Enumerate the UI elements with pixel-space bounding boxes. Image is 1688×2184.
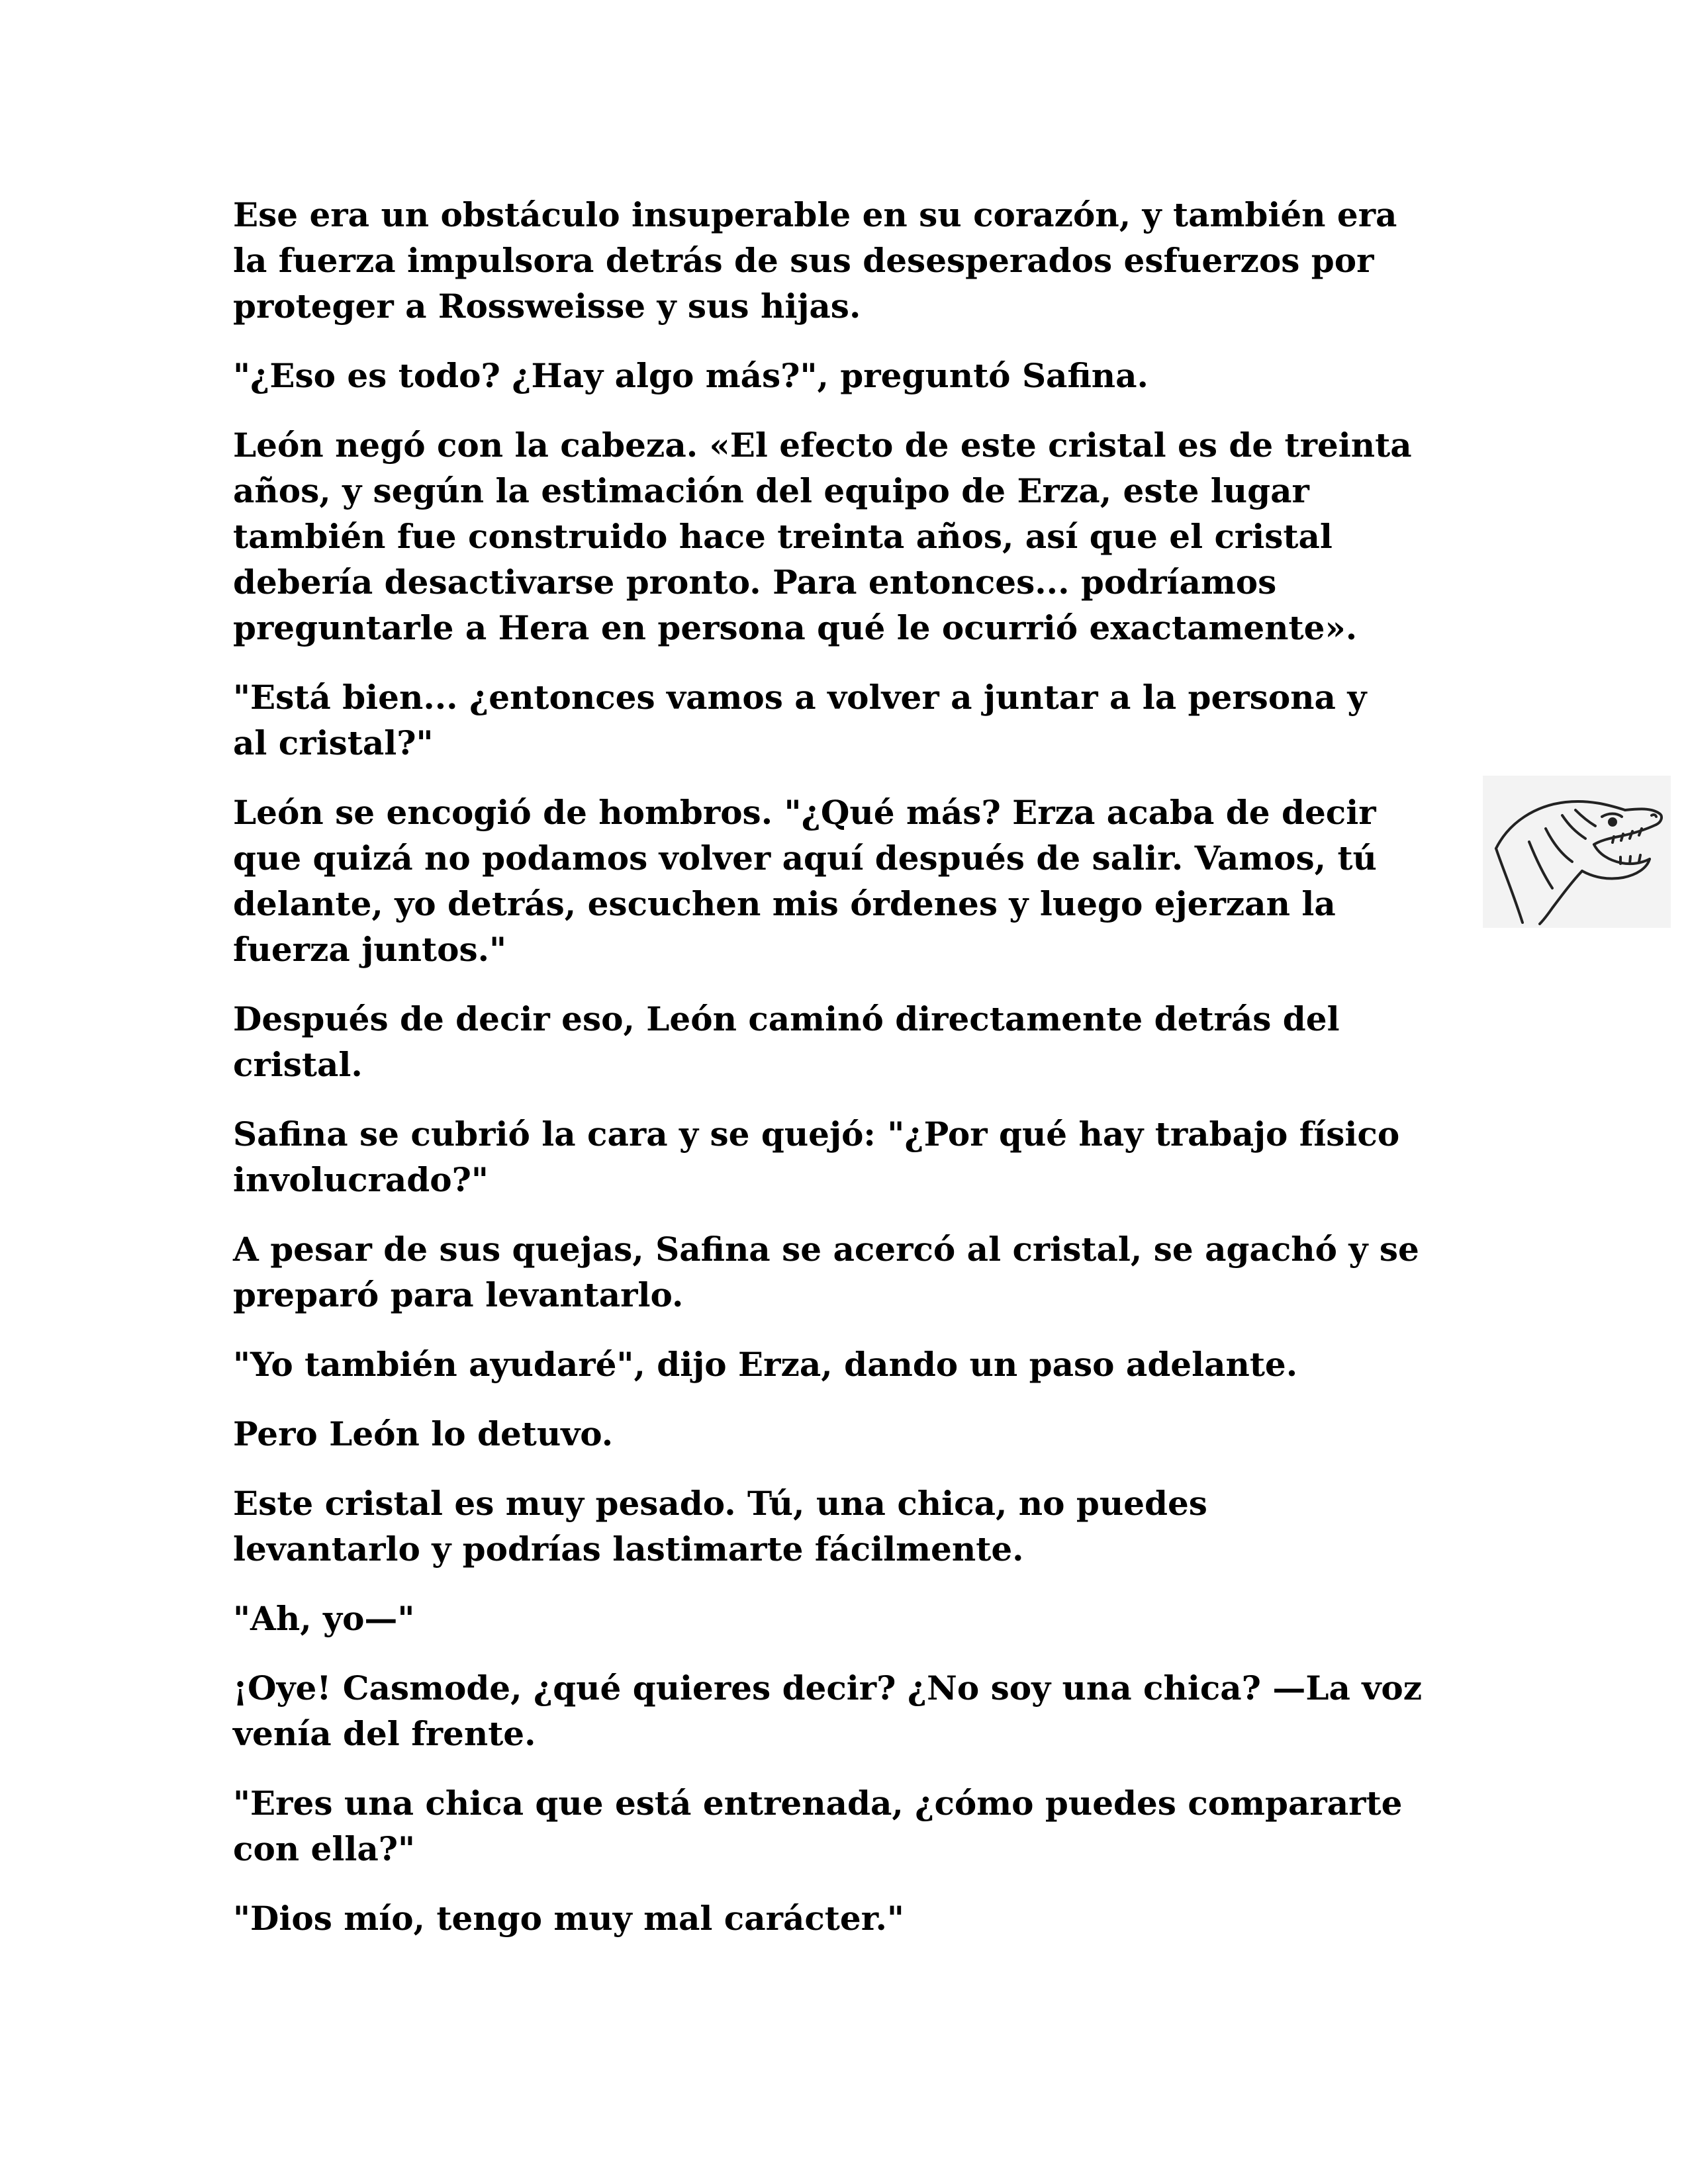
document-body <box>233 192 1451 1965</box>
paragraph: "¿Eso es todo? ¿Hay algo más?", preguntó Safina. <box>233 356 1149 395</box>
paragraph: Este cristal es muy pesado. Tú, una chica, no puedes levantarlo y podrías lastimarte fácilmente. <box>233 1484 1207 1569</box>
paragraph: "Está bien... ¿entonces vamos a volver a juntar a la persona y al cristal?" <box>233 678 1367 762</box>
paragraph: A pesar de sus quejas, Safina se acercó al cristal, se agachó y se preparó para levantarlo. <box>233 1230 1419 1314</box>
paragraph: León se encogió de hombros. "¿Qué más? Erza acaba de decir que quizá no podamos volver aquí después de salir. Vamos, tú delante, yo detrás, escuchen mis órdenes y luego ejerzan la fuerza juntos." <box>233 793 1377 969</box>
paragraph: Ese era un obstáculo insuperable en su corazón, y también era la fuerza impulsora detrás de sus desesperados esfuerzos por proteger a Rossweisse y sus hijas. <box>233 195 1397 326</box>
paragraph: Después de decir eso, León caminó directamente detrás del cristal. <box>233 999 1340 1084</box>
paragraph: Safina se cubrió la cara y se quejó: "¿Por qué hay trabajo físico involucrado?" <box>233 1115 1400 1199</box>
paragraph: "Dios mío, tengo muy mal carácter." <box>233 1899 904 1938</box>
paragraph: "Ah, yo—" <box>233 1599 415 1638</box>
dinosaur-head-icon <box>1483 776 1671 928</box>
paragraph: Pero León lo detuvo. <box>233 1414 614 1453</box>
paragraph: "Yo también ayudaré", dijo Erza, dando un paso adelante. <box>233 1345 1298 1384</box>
paragraph: León negó con la cabeza. «El efecto de este cristal es de treinta años, y según la estimación del equipo de Erza, este lugar también fue construido hace treinta años, así que el cristal debería desactivarse pronto. Para entonces... podríamos preguntarle a Hera en persona qué le ocurrió exactamente». <box>233 426 1412 647</box>
paragraph: "Eres una chica que está entrenada, ¿cómo puedes compararte con ella?" <box>233 1784 1403 1868</box>
paragraph: ¡Oye! Casmode, ¿qué quieres decir? ¿No soy una chica? —La voz venía del frente. <box>233 1668 1423 1753</box>
